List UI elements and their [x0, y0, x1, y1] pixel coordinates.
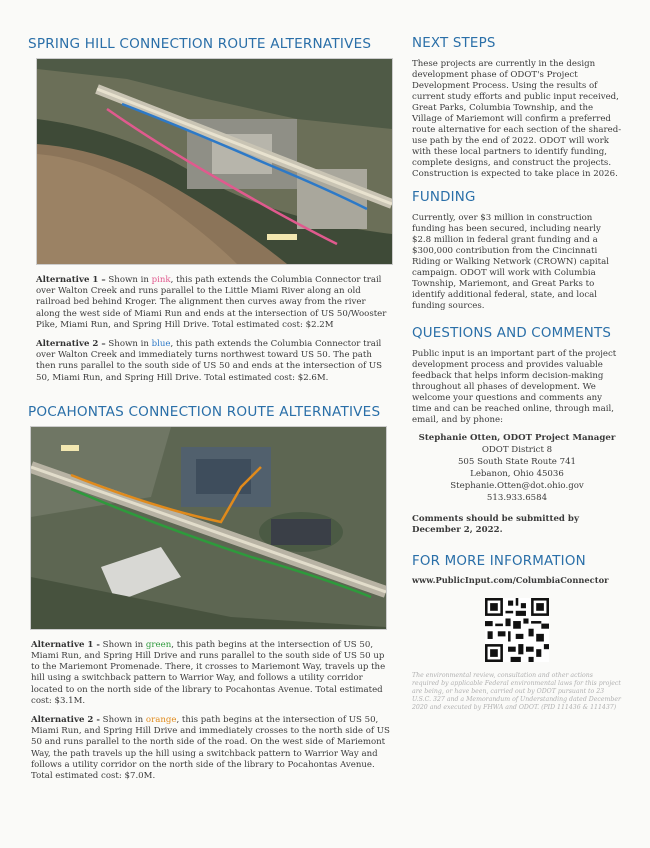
- questions-heading: QUESTIONS AND COMMENTS: [412, 326, 612, 341]
- pocahontas-aerial-map: [30, 426, 387, 630]
- poca-alt2-color: orange: [145, 715, 177, 726]
- spring-alt1-pre: Shown in: [105, 275, 152, 285]
- spring-alt1-text: [28, 275, 390, 331]
- poca-alt1-label: Alternative 1 -: [31, 639, 100, 650]
- spring-alt2-color: blue: [151, 339, 171, 350]
- poca-alt1-color: green: [145, 639, 172, 650]
- spring-alt2-pre: Shown in: [105, 339, 152, 350]
- questions-body: Public input is an important part of the project development process and provides valuable feedback that helps inform decision-making throughout all phases of development. We welcome your questions and comments any time and can be reached online, through mail, email, and by phone:: [412, 349, 617, 425]
- poca-alt2-text: [28, 715, 390, 782]
- right-column: [412, 36, 622, 712]
- pocahontas-heading: POCAHONTAS CONNECTION ROUTE ALTERNATIVES: [28, 403, 381, 420]
- comment-deadline: Comments should be submitted by December 2, 2022.: [412, 514, 579, 535]
- next-steps-body: These projects are currently in the design development phase of ODOT's Project Development Process. Using the results of current study efforts and public input received, Great Parks, Columbia Township, and the Village of Mariemont will confirm a preferred route alternative for each section of the shared-use path by the end of 2022. ODOT will work with these local partners to identify funding, complete designs, and construct the projects. Construction is expected to take place in 2026.: [412, 59, 622, 179]
- contact-name: Stephanie Otten, ODOT Project Manager: [418, 433, 616, 443]
- environmental-disclaimer: The environmental review, consultation and other actions required by applicable Federal environmental laws for this project are being, or have been, carried out by ODOT pursuant to 23 U.S.C. 327 and a Memorandum of Understanding dated December 2020 and executed by FHWA and ODOT. (PID 111436 & 111437): [412, 672, 621, 712]
- funding-heading: FUNDING: [412, 190, 476, 205]
- spring-hill-aerial-map: [36, 58, 393, 265]
- poca-alt2-label: Alternative 2 -: [31, 715, 100, 726]
- contact-city: Lebanon, Ohio 45036: [470, 469, 564, 479]
- contact-org: ODOT District 8: [481, 445, 553, 455]
- spring-alt2-text: [28, 339, 390, 384]
- more-info-url[interactable]: www.PublicInput.com/ColumbiaConnector: [412, 575, 609, 585]
- spring-hill-heading: SPRING HILL CONNECTION ROUTE ALTERNATIVES: [28, 36, 372, 52]
- spring-alt2-post: , this path extends the Columbia Connector trail over Walton Creek and immediately turns northwest toward US 50. The path then runs parallel to the south side of US 50 and ends at the intersection of US 50, Miami Run, and Spring Hill Drive. Total estimated cost: $2.6M.: [36, 339, 383, 383]
- more-info-heading: FOR MORE INFORMATION: [412, 554, 586, 569]
- left-column: [28, 36, 390, 782]
- spring-alt1-post: , this path extends the Columbia Connector trail over Walton Creek and runs parallel to the Little Miami River along an old railroad bed behind Kroger. The alignment then curves away from the river along the west side of Miami Run and ends at the intersection of US 50/Wooster Pike, Miami Run, and Spring Hill Drive. Total estimated cost: $2.2M: [36, 275, 387, 330]
- contact-address: 505 South State Route 741: [457, 457, 577, 467]
- poca-alt2-post: , this path begins at the intersection of US 50, Miami Run, and Spring Hill Drive and immediately crosses to the north side of US 50 and runs parallel to the north side of the road. On the west side of Mariemont Way, the path travels up the hill using a switchback pattern to Warrior Way and follows a utility corridor on the north side of the library to Pocahontas Avenue. Total estimated cost: $7.0M.: [31, 715, 390, 782]
- contact-email[interactable]: Stephanie.Otten@dot.ohio.gov: [450, 481, 584, 491]
- qr-code-icon[interactable]: [485, 598, 549, 662]
- spring-hill-map-graphic: [37, 59, 392, 264]
- poca-alt1-text: [28, 640, 390, 707]
- funding-body: Currently, over $3 million in construction funding has been secured, including nearly $2.8 million in federal grant funding and a $300,000 contribution from the Cincinnati Riding or Walking Network (CROWN) capital campaign. ODOT will work with Columbia Township, Mariemont, and Great Parks to identify additional federal, state, and local funding sources.: [412, 213, 609, 311]
- spring-alt1-label: Alternative 1 –: [36, 275, 106, 285]
- spring-alt1-color: pink: [151, 275, 171, 285]
- pocahontas-map-graphic: [31, 427, 386, 629]
- poca-alt2-pre: Shown in: [99, 715, 146, 726]
- spring-alt2-label: Alternative 2 –: [36, 339, 106, 350]
- contact-phone: 513.933.6584: [486, 493, 548, 503]
- next-steps-heading: NEXT STEPS: [412, 36, 496, 51]
- contact-block: [412, 432, 622, 504]
- poca-alt1-post: , this path begins at the intersection of US 50, Miami Run, and Spring Hill Drive and runs parallel to the south side of US 50 up to the Mariemont Promenade. There, it crosses to Mariemont Way, travels up the hill using a switchback pattern to Warrior Way, and follows a utility corridor located to on the north side of the library to Pocahontas Avenue. Total estimated cost: $3.1M.: [31, 639, 386, 706]
- poca-alt1-pre: Shown in: [99, 639, 146, 650]
